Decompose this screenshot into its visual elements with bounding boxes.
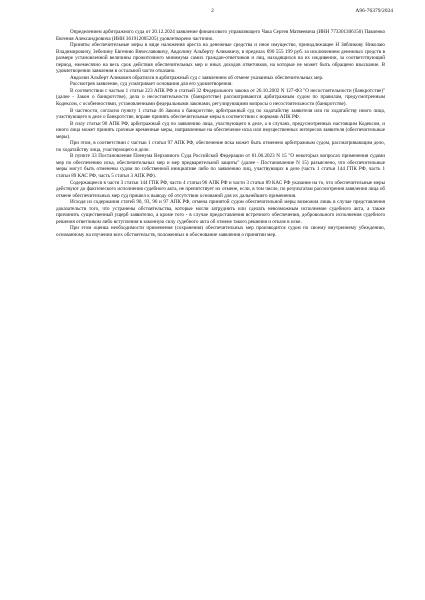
paragraph: При этом оценка необходимости применения (сохранения) обеспечительных мер производится судом по своему внутреннему убеждению, основанному на изучении всех обстоятельств, положенных в обоснование заявления о принятии мер. [56, 225, 385, 238]
paragraph: Приняты обеспечительные меры в виде наложения ареста на денежные средства и иное имущество, принадлежащее Н Зябликову Николаю Владимировичу, Зебелину Евгению Вячеславовичу, Авдолину Альберту Аликовичу, в пределах 690 555 199 руб. за исключением денежных средств в размере установленной величины прожиточного минимума самих граждан-ответчиков и лиц, находящихся на их иждивении, за соответствующий период, ежемесячно на весь срок действия обеспечительных мер и иных доходов ответчиков, на которые не может быть обращено взыскание. В удовлетворении заявления в остальной части отказано. [56, 42, 385, 75]
paragraph: При этом, в соответствии с частью 1 статьи 97 АПК РФ, обеспечение иска может быть отменено арбитражным судом, рассматривающим дело, по ходатайству лица, участвующего в деле. [56, 140, 385, 153]
paragraph: Определением арбитражного суда от 20.12.2024 заявление финансового управляющего Чака Сергея Матвеевича (ИНН 773301306150) Павленко Евгения Александровича (ИНН 361912005205) удовлетворено частично. [56, 29, 385, 42]
paragraph: В пункте 33 Постановления Пленума Верховного Суда Российской Федерации от 01.06.2023 N 15 "О некоторых вопросах применения судами мер по обеспечению иска, обеспечительных мер и мер предварительной защиты" (далее - Постановление N 15) разъяснено, что обеспечительные меры могут быть отменены судом по собственной инициативе либо по заявлению лиц, участвующих в деле (часть 1 статьи 144 ГПК РФ, часть 1 статьи 89 КАС РФ, часть 5 статьи 3 АПК РФ). [56, 153, 385, 180]
paragraph: Авдолин Альберт Аликович обратился в арбитражный суд с заявлением об отмене указанных обеспечительных мер. [70, 74, 324, 81]
page-number: 2 [211, 8, 214, 14]
paragraph: Рассмотрев заявление, суд усматривает основания для его удовлетворения. [70, 81, 233, 88]
paragraph: В силу статьи 90 АПК РФ, арбитражный суд по заявлению лица, участвующего в деле, а в случаях, предусмотренных настоящим Кодексом, и иного лица может принять срочные временные меры, направленные на обеспечение иска или имущественных интересов заявителя (обеспечительные меры). [56, 120, 385, 140]
case-number: А96-76379/2024 [355, 8, 393, 14]
paragraph: Исходя из содержания статей 90, 93, 96 и 97 АПК РФ, отмена принятой судом обеспечительной меры возможна лишь в случае представления доказательств того, что устранены обстоятельства, которые могли затруднить или сделать невозможным исполнение судебного акта, а также причинить существенный ущерб заявителю, а кроме того - в случае предоставления встречного обеспечения, добровольного исполнения судебного решения ответчиком либо вступления в законную силу судебного акта об отмене такого решения и отказе в иске. [56, 199, 385, 225]
paragraph: В соответствии с частью 1 статьи 223 АПК РФ и статьей 32 Федерального закона от 26.10.2002 N 127-ФЗ "О несостоятельности (банкротстве)" (далее - Закон о банкротстве), дела о несостоятельности (банкротстве) рассматриваются арбитражным судом по правилам, предусмотренным Кодексом, с особенностями, установленными федеральными законами, регулирующими вопросы о несостоятельности (банкротстве). [56, 87, 385, 108]
document-body [56, 29, 385, 239]
paragraph: Содержащееся в части 3 статьи 144 ГПК РФ, части 4 статьи 96 АПК РФ и части 3 статьи 89 КАС РФ указание на то, что обеспечительные меры действуют до фактического исполнения судебного акта, не препятствует их отмене, если, в том числе, по результатам рассмотрения заявления лица об отмене обеспечительных мер суд пришел к выводу об отсутствии оснований для их дальнейшего применения. [56, 179, 385, 199]
paragraph: В частности, согласно пункту 1 статьи 46 Закона о банкротстве, арбитражный суд по ходатайству заявителя или по ходатайству иного лица, участвующего в деле о банкротстве, вправе принять обеспечительные меры в соответствии с нормами АПК РФ. [56, 107, 385, 121]
